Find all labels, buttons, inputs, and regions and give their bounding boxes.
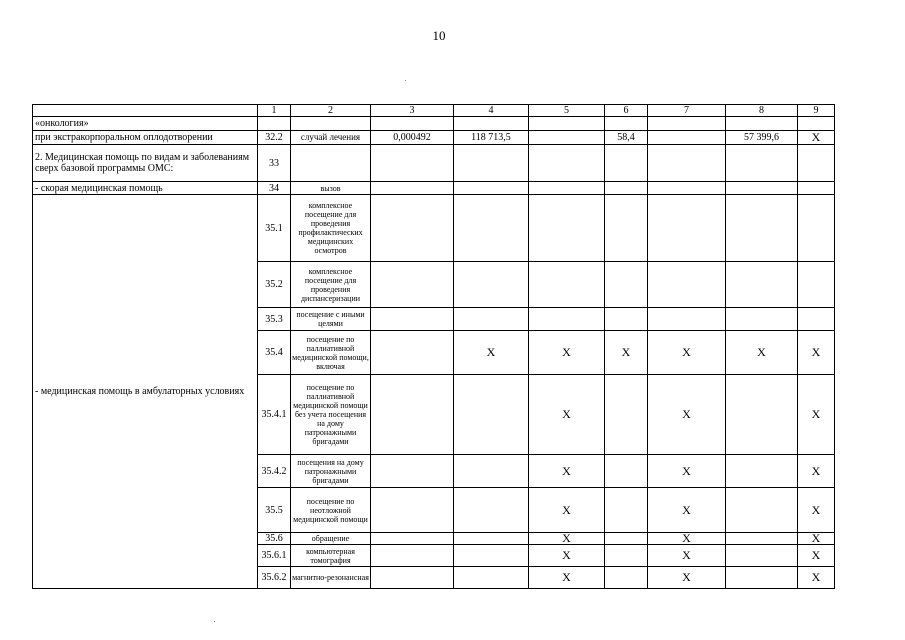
value-cell <box>371 533 454 545</box>
empty-cell <box>454 117 529 131</box>
row-code: 35.6 <box>258 533 291 545</box>
row-unit: посещения на дому патронажными бригадами <box>291 455 371 488</box>
value-cell <box>605 308 648 331</box>
value-cell <box>371 308 454 331</box>
row-unit: случай лечения <box>291 131 371 145</box>
value-cell: X <box>605 331 648 375</box>
value-cell: X <box>648 375 726 455</box>
value-cell <box>529 262 605 308</box>
value-cell <box>726 488 798 533</box>
value-cell <box>454 567 529 589</box>
value-cell: X <box>648 488 726 533</box>
header-cell: 3 <box>371 105 454 117</box>
value-cell <box>605 262 648 308</box>
value-cell: X <box>798 533 835 545</box>
empty-cell <box>529 182 605 195</box>
row-code: 34 <box>258 182 291 195</box>
value-cell: X <box>798 545 835 567</box>
page-number: 10 <box>432 28 446 43</box>
empty-cell <box>454 182 529 195</box>
empty-cell <box>648 145 726 182</box>
value-cell: X <box>529 567 605 589</box>
row-unit: компьютерная томография <box>291 545 371 567</box>
scan-speck <box>405 80 406 81</box>
value-cell <box>648 262 726 308</box>
value-cell <box>371 545 454 567</box>
value-cell <box>726 375 798 455</box>
value-cell: X <box>798 331 835 375</box>
header-cell: 2 <box>291 105 371 117</box>
empty-cell <box>371 182 454 195</box>
row-code: 33 <box>258 145 291 182</box>
header-cell: 9 <box>798 105 835 117</box>
value-cell <box>798 262 835 308</box>
value-cell <box>648 195 726 262</box>
value-cell: X <box>529 533 605 545</box>
value-cell: X <box>454 331 529 375</box>
value-cell <box>798 195 835 262</box>
value-cell: X <box>648 331 726 375</box>
row-unit: комплексное посещение для проведения профилактических медицинских осмотров <box>291 195 371 262</box>
row-unit: посещение с иными целями <box>291 308 371 331</box>
empty-cell <box>371 145 454 182</box>
value-cell <box>605 375 648 455</box>
empty-cell <box>291 117 371 131</box>
header-cell: 1 <box>258 105 291 117</box>
table-row <box>33 131 835 145</box>
value-cell <box>454 455 529 488</box>
value-cell: X <box>648 533 726 545</box>
value-cell <box>726 455 798 488</box>
empty-cell <box>648 131 726 145</box>
value-cell: X <box>726 331 798 375</box>
data-table <box>32 104 835 589</box>
empty-cell <box>726 117 798 131</box>
value-cell <box>605 488 648 533</box>
value-cell: X <box>648 545 726 567</box>
header-cell: 5 <box>529 105 605 117</box>
table-row <box>33 182 835 195</box>
value-cell <box>605 533 648 545</box>
value-cell: X <box>798 567 835 589</box>
empty-cell <box>605 145 648 182</box>
row-code: 35.3 <box>258 308 291 331</box>
value-cell <box>605 195 648 262</box>
row-code: 35.4.2 <box>258 455 291 488</box>
empty-cell <box>605 182 648 195</box>
row-unit: комплексное посещение для проведения диспансеризации <box>291 262 371 308</box>
empty-cell <box>648 182 726 195</box>
value-cell <box>371 262 454 308</box>
row-unit: посещение по паллиативной медицинской помощи без учета посещения на дому патронажными бригадами <box>291 375 371 455</box>
header-cell: 7 <box>648 105 726 117</box>
value-cell: X <box>529 488 605 533</box>
header-cell: 4 <box>454 105 529 117</box>
empty-cell <box>798 145 835 182</box>
value-cell: X <box>798 455 835 488</box>
value-cell <box>798 308 835 331</box>
value-cell <box>371 488 454 533</box>
value-cell: X <box>798 375 835 455</box>
value-cell <box>454 262 529 308</box>
value-cell: 57 399,6 <box>726 131 798 145</box>
header-cell <box>33 105 258 117</box>
value-cell: X <box>798 131 835 145</box>
value-cell <box>371 195 454 262</box>
value-cell <box>726 567 798 589</box>
value-cell: X <box>648 455 726 488</box>
value-cell <box>371 331 454 375</box>
header-row <box>33 105 835 117</box>
value-cell <box>605 455 648 488</box>
value-cell <box>726 195 798 262</box>
value-cell <box>454 545 529 567</box>
empty-cell <box>605 117 648 131</box>
empty-cell <box>529 145 605 182</box>
header-cell: 8 <box>726 105 798 117</box>
empty-cell <box>726 145 798 182</box>
value-cell <box>605 545 648 567</box>
value-cell <box>648 308 726 331</box>
value-cell <box>454 533 529 545</box>
value-cell: 58,4 <box>605 131 648 145</box>
empty-cell <box>529 131 605 145</box>
value-cell: X <box>529 545 605 567</box>
table-row <box>33 195 835 262</box>
empty-cell <box>529 117 605 131</box>
value-cell: X <box>648 567 726 589</box>
value-cell: X <box>529 331 605 375</box>
empty-cell <box>798 117 835 131</box>
value-cell <box>529 195 605 262</box>
row-name: «онкология» <box>33 117 258 131</box>
scan-speck <box>214 621 215 622</box>
row-code: 35.6.2 <box>258 567 291 589</box>
empty-cell <box>291 145 371 182</box>
row-name: - скорая медицинская помощь <box>33 182 258 195</box>
row-unit: вызов <box>291 182 371 195</box>
value-cell <box>605 567 648 589</box>
value-cell: X <box>529 375 605 455</box>
row-unit: посещение по неотложной медицинской помощи <box>291 488 371 533</box>
empty-cell <box>371 117 454 131</box>
value-cell <box>454 375 529 455</box>
row-code: 32.2 <box>258 131 291 145</box>
table-row <box>33 145 835 182</box>
value-cell: 118 713,5 <box>454 131 529 145</box>
value-cell <box>371 375 454 455</box>
row-name: 2. Медицинская помощь по видам и заболеваниям сверх базовой программы ОМС: <box>33 145 258 182</box>
row-code: 35.1 <box>258 195 291 262</box>
value-cell <box>454 195 529 262</box>
row-code: 35.6.1 <box>258 545 291 567</box>
value-cell <box>454 308 529 331</box>
value-cell <box>454 488 529 533</box>
value-cell <box>726 262 798 308</box>
row-code: 35.4.1 <box>258 375 291 455</box>
empty-cell <box>648 117 726 131</box>
empty-cell <box>798 182 835 195</box>
row-unit: посещение по паллиативной медицинской помощи, включая <box>291 331 371 375</box>
value-cell: X <box>529 455 605 488</box>
row-unit: магнитно-резонансная <box>291 567 371 589</box>
value-cell <box>371 567 454 589</box>
empty-cell <box>726 182 798 195</box>
row-unit: обращение <box>291 533 371 545</box>
empty-cell <box>258 117 291 131</box>
row-code: 35.5 <box>258 488 291 533</box>
header-cell: 6 <box>605 105 648 117</box>
value-cell <box>371 455 454 488</box>
row-code: 35.2 <box>258 262 291 308</box>
row-code: 35.4 <box>258 331 291 375</box>
value-cell: 0,000492 <box>371 131 454 145</box>
value-cell: X <box>798 488 835 533</box>
value-cell <box>529 308 605 331</box>
value-cell <box>726 545 798 567</box>
empty-cell <box>454 145 529 182</box>
row-name: при экстракорпоральном оплодотворении <box>33 131 258 145</box>
value-cell <box>726 308 798 331</box>
table-row <box>33 117 835 131</box>
value-cell <box>726 533 798 545</box>
row-name: - медицинская помощь в амбулаторных условиях <box>33 195 258 589</box>
